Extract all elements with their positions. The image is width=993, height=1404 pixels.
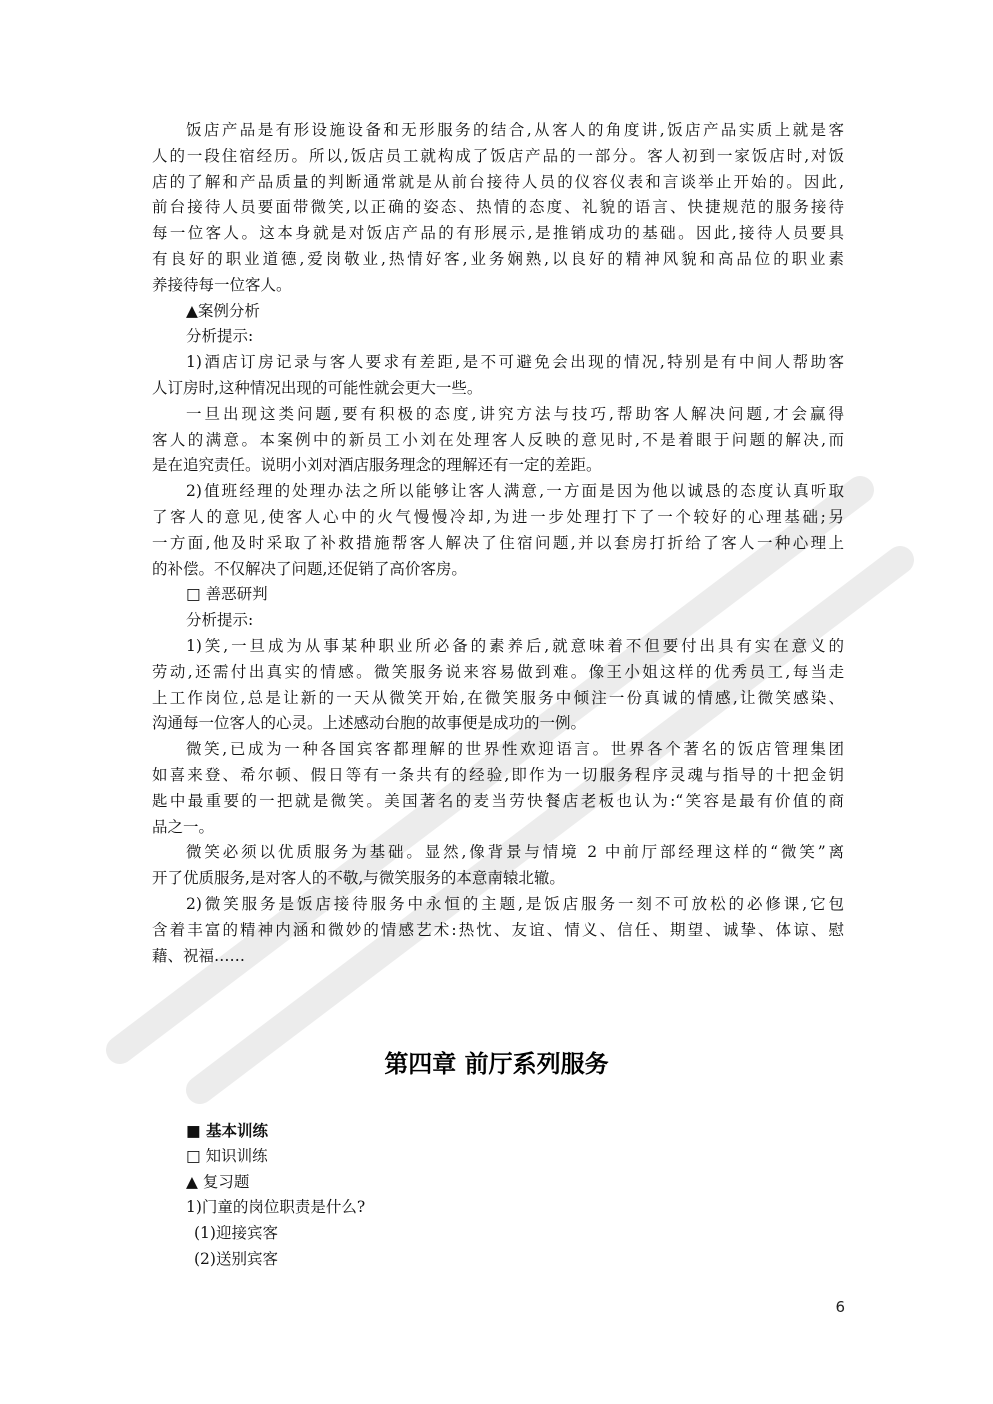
text-line: 一旦出现这类问题,要有积极的态度,讲究方法与技巧,帮助客人解决问题,才会赢得 [186,404,844,423]
text-line: 1)笑,一旦成为从事某种职业所必备的素养后,就意味着不但要付出具有实在意义的 [186,636,844,655]
text-line: 上工作岗位,总是让新的一天从微笑开始,在微笑服务中倾注一份真诚的情感,让微笑感染、 [152,688,844,707]
exercise-section [186,1118,826,1273]
text-line: 微笑,已成为一种各国宾客都理解的世界性欢迎语言。世界各个著名的饭店管理集团 [186,740,844,759]
text-line: 客人的满意。本案例中的新员工小刘在处理客人反映的意见时,不是着眼于问题的解决,而 [152,430,844,449]
page-number: 6 [835,1298,845,1316]
text-line: ▲案例分析 [186,301,260,320]
text-line: 微笑必须以优质服务为基础。显然,像背景与情境 2 中前厅部经理这样的“微笑”离 [186,843,844,862]
paragraph [152,608,844,634]
paragraph [152,350,844,402]
knowledge-training-heading: □ 知识训练 [186,1146,268,1165]
answer-item-2: (2)送别宾客 [194,1249,278,1268]
text-line: 品之一。 [152,817,215,836]
chapter-title: 第四章 前厅系列服务 [384,1050,609,1078]
text-line: 人的一段住宿经历。所以,饭店员工就构成了饭店产品的一部分。客人初到一家饭店时,对饭 [152,146,844,165]
text-line: 养接待每一位客人。 [152,275,292,294]
text-line: 了客人的意见,使客人心中的火气慢慢冷却,为进一步处理打下了一个较好的心理基础;另 [152,507,844,526]
answer-item-1: (1)迎接宾客 [194,1224,278,1243]
review-heading: ▲ 复习题 [186,1172,250,1191]
text-line: 前台接待人员要面带微笑,以正确的姿态、热情的态度、礼貌的语言、快捷规范的服务接待 [152,198,844,217]
text-line: □ 善恶研判 [186,585,268,604]
text-line: 饭店产品是有形设施设备和无形服务的结合,从客人的角度讲,饭店产品实质上就是客 [186,121,844,139]
paragraph [152,324,844,350]
body-text [152,118,844,969]
text-line: 匙中最重要的一把就是微笑。美国著名的麦当劳快餐店老板也认为:“笑容是最有价值的商 [152,791,844,810]
text-line: 沟通每一位客人的心灵。上述感动台胞的故事便是成功的一例。 [152,714,587,733]
text-line: 分析提示: [186,327,254,346]
basic-training-heading: ■ 基本训练 [186,1121,269,1140]
text-line: 有良好的职业道德,爱岗敬业,热情好客,业务娴熟,以良好的精神风貌和高品位的职业素 [152,249,844,268]
text-line: 的补偿。不仅解决了问题,还促销了高价客房。 [152,559,467,578]
text-line: 2)微笑服务是饭店接待服务中永恒的主题,是饭店服务一刻不可放松的必修课,它包 [186,894,844,913]
text-line: 每一位客人。这本身就是对饭店产品的有形展示,是推销成功的基础。因此,接待人员要具 [152,224,844,243]
text-line: 人订房时,这种情况出现的可能性就会更大一些。 [152,378,483,397]
paragraph [152,118,844,299]
paragraph [152,892,844,969]
text-line: 藉、祝福…… [152,946,246,965]
paragraph [152,582,844,608]
text-line: 一方面,他及时采取了补救措施帮客人解决了住宿问题,并以套房打折给了客人一种心理上 [152,533,844,552]
paragraph [152,840,844,892]
text-line: 2)值班经理的处理办法之所以能够让客人满意,一方面是因为他以诚恳的态度认真听取 [186,482,844,501]
text-line: 店的了解和产品质量的判断通常就是从前台接待人员的仪容仪表和言谈举止开始的。因此, [152,172,844,191]
paragraph [152,402,844,479]
paragraph [152,737,844,840]
text-line: 1)酒店订房记录与客人要求有差距,是不可避免会出现的情况,特别是有中间人帮助客 [186,353,844,372]
paragraph [152,479,844,582]
text-line: 开了优质服务,是对客人的不敬,与微笑服务的本意南辕北辙。 [152,869,565,888]
text-line: 分析提示: [186,611,254,630]
text-line: 如喜来登、希尔顿、假日等有一条共有的经验,即作为一切服务程序灵魂与指导的十把金钥 [152,765,844,784]
question-1: 1)门童的岗位职责是什么? [186,1198,366,1217]
paragraph [152,299,844,325]
text-line: 劳动,还需付出真实的情感。微笑服务说来容易做到难。像王小姐这样的优秀员工,每当走 [152,662,844,681]
text-line: 含着丰富的精神内涵和微妙的情感艺术:热忱、友谊、情义、信任、期望、诚挚、体谅、慰 [152,920,844,939]
text-line: 是在追究责任。说明小刘对酒店服务理念的理解还有一定的差距。 [152,456,602,475]
paragraph [152,634,844,737]
